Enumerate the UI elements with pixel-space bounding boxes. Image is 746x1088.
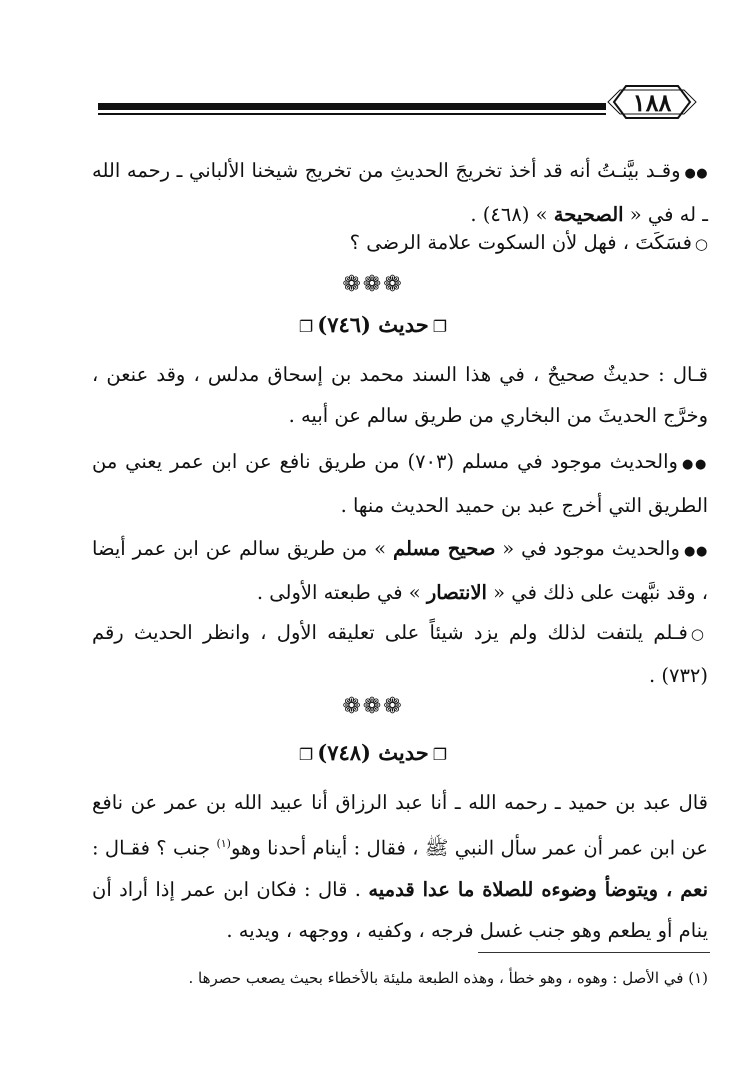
paragraph-2: ○فسَكَتَ ، فهل لأن السكوت علامة الرضى ؟ (349, 231, 708, 254)
paragraph-4: ●●والحديث موجود في مسلم (٧٠٣) من طريق نافع عن ابن عمر يعني من الطريق التي أخرج عبد بن حميد الحديث منها . (92, 450, 709, 517)
ornament-divider: ❁❁❁ (342, 694, 404, 719)
double-bullet: ●● (683, 544, 709, 559)
paragraph-5: ●●والحديث موجود في « صحيح مسلم » من طريق سالم عن ابن عمر أيضا ، وقد نبَّهت على ذلك في « الانتصار » في طبعته الأولى . (92, 537, 709, 604)
paragraph-1: ●●وقـد بيَّنـتُ أنه قد أخذ تخريجَ الحديثِ من تخريج شيخنا الألباني ـ رحمه الله ـ له في « الصحيحة » (٤٦٨) . (92, 159, 709, 226)
section-heading-746: ❐حديث (٧٤٦)❐ (298, 312, 448, 337)
circle-bullet: ○ (690, 625, 709, 643)
circle-bullet: ○ (694, 235, 708, 253)
section-heading-748: ❐حديث (٧٤٨)❐ (298, 740, 448, 765)
paragraph-3: قـال : حديثٌ صحيحٌ ، في هذا السند محمد بن إسحاق مدلس ، وقد عنعن ، وخرَّج الحديثَ من البخاري من طريق سالم عن أبيه . (92, 363, 708, 427)
paragraph-6: ○فـلم يلتفت لذلك ولم يزد شيئاً على تعليقه الأول ، وانظر الحديث رقم (٧٣٢) . (92, 621, 709, 687)
heading-label: حديث (٧٤٨) (317, 740, 429, 765)
heading-label: حديث (٧٤٦) (317, 312, 429, 337)
header-rule-thin (98, 113, 606, 115)
page-number: ١٨٨ (632, 87, 672, 117)
page-number-badge (604, 82, 700, 122)
header-rule-thick (98, 103, 606, 110)
paragraph-7: قال عبد بن حميد ـ رحمه الله ـ أنا عبد الرزاق أنا عبيد الله بن عمر عن نافع عن ابن عمر أن عمر سأل النبي ﷺ ، فقال : أينام أحدنا وهو$^{(١)}$ جنب ؟ فقـال : نعم ، ويتوضأ وضوءه للصلاة ما عدا قدميه . قال : فكان ابن عمر إذا أراد أن ينام أو يطعم وهو جنب غسل فرجه ، وكفيه ، ووجهه ، ويديه . (92, 791, 709, 942)
footnote-rule (478, 952, 710, 953)
ornament-divider: ❁❁❁ (342, 272, 404, 297)
double-bullet: ●● (681, 457, 709, 472)
footnote-ref: (١) (216, 837, 231, 850)
footnote: (١) في الأصل : وهوه ، وهو خطأ ، وهذه الطبعة مليئة بالأخطاء بحيث يصعب حصرها . (188, 969, 708, 987)
double-bullet: ●● (684, 166, 709, 181)
